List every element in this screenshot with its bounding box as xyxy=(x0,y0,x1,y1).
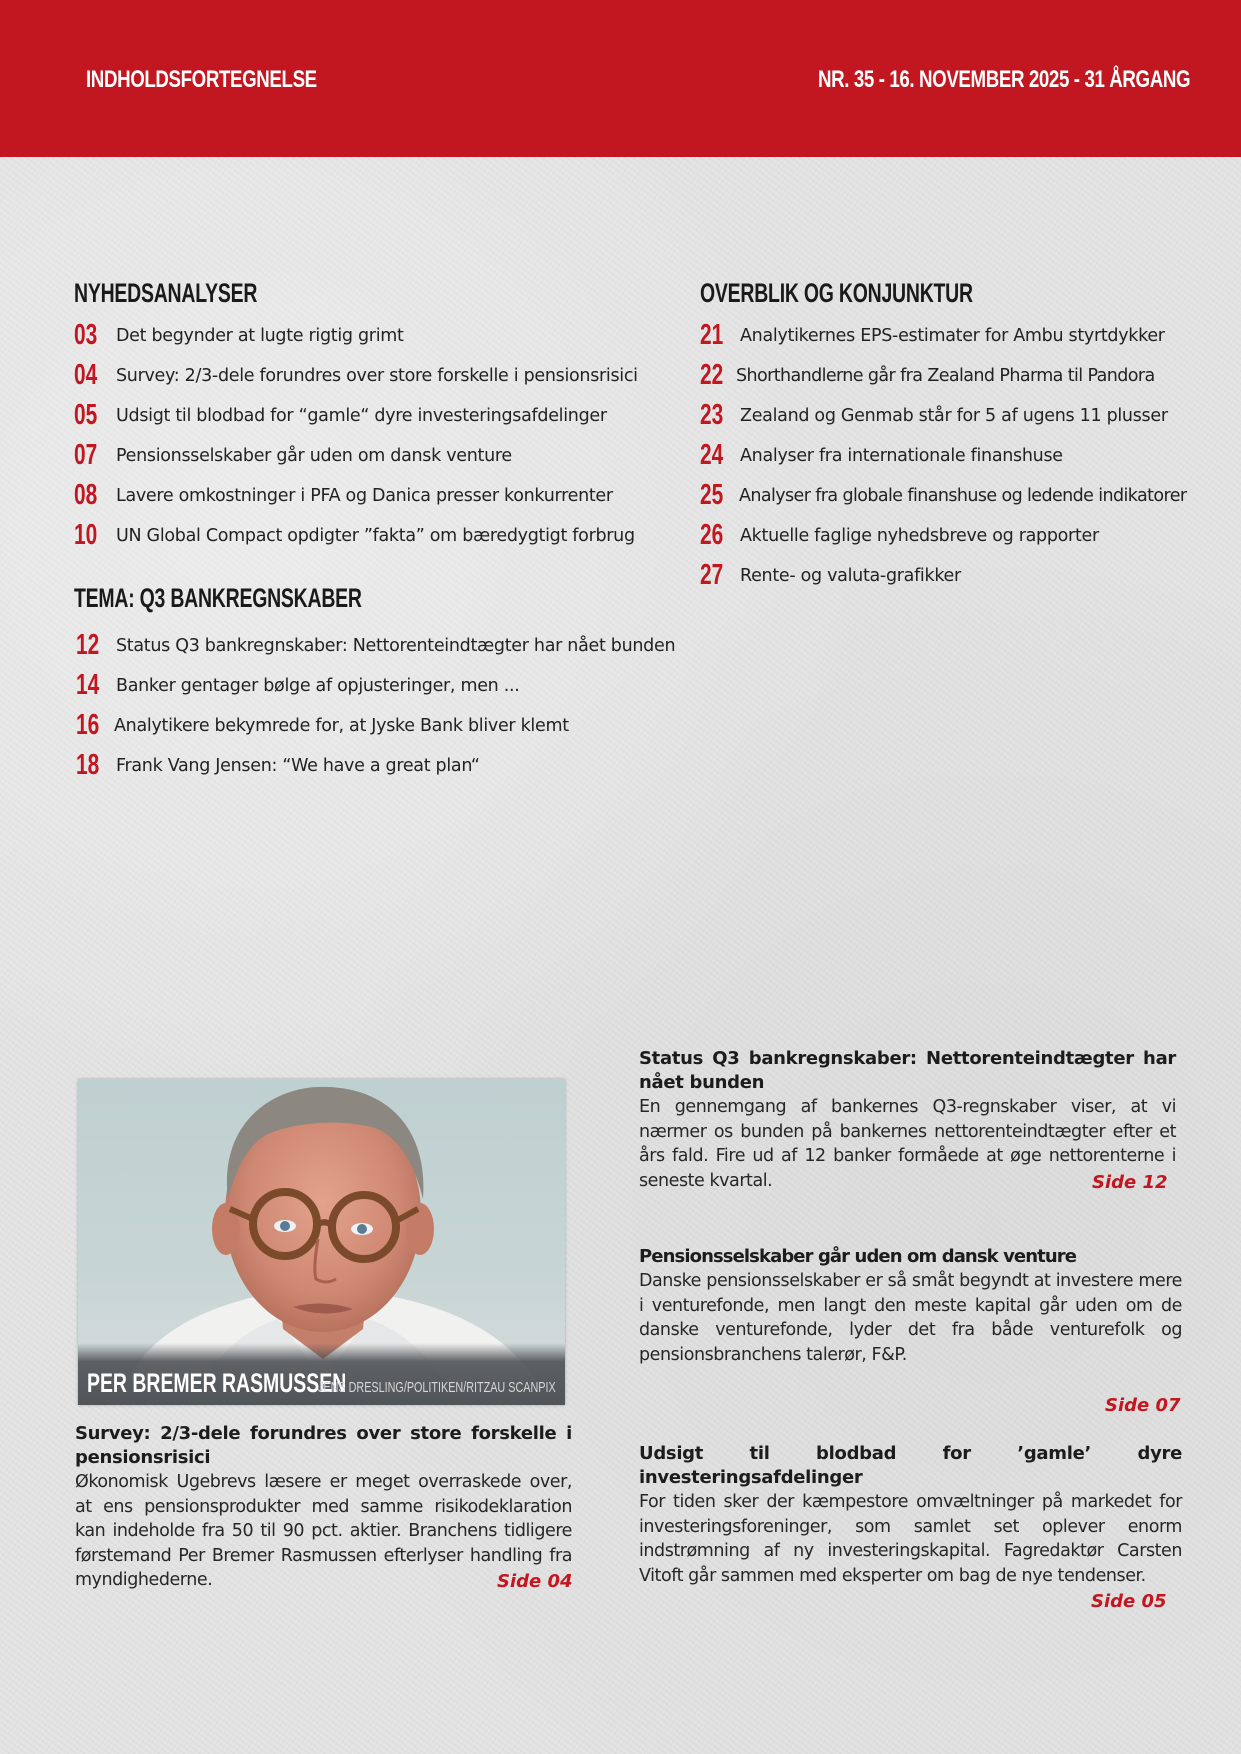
toc-page-number: 16 xyxy=(76,709,100,741)
toc-item-title: Analyser fra globale finanshuse og ledende indikatorer xyxy=(739,486,1187,506)
toc-item-title: Banker gentager bølge af opjusteringer, men ... xyxy=(116,676,520,696)
toc-page-number: 21 xyxy=(700,319,724,351)
toc-page-number: 08 xyxy=(74,479,98,511)
page-reference-link[interactable]: Side 04 xyxy=(497,1571,573,1592)
toc-item-title: Analyser fra internationale finanshuse xyxy=(740,446,1063,466)
toc-item-title: Aktuelle faglige nyhedsbreve og rapporter xyxy=(740,526,1099,546)
toc-item-title: Frank Vang Jensen: “We have a great plan“ xyxy=(116,756,480,776)
teaser-title: Survey: 2/3-dele forundres over store forskelle i pensionsrisici xyxy=(75,1423,572,1468)
issue-info: NR. 35 - 16. NOVEMBER 2025 - 31 ÅRGANG xyxy=(817,66,1190,93)
toc-page-number: 18 xyxy=(76,749,100,781)
header-bar xyxy=(0,0,1241,157)
teaser-article[interactable] xyxy=(75,1422,572,1593)
toc-list-overblik xyxy=(700,318,1220,598)
teaser-article[interactable] xyxy=(639,1245,1182,1367)
toc-item-title: Udsigt til blodbad for “gamle“ dyre investeringsafdelinger xyxy=(116,406,607,426)
toc-item-title: Zealand og Genmab står for 5 af ugens 11 plusser xyxy=(740,406,1168,426)
toc-item-title: Lavere omkostninger i PFA og Danica presser konkurrenter xyxy=(116,486,613,506)
toc-page-number: 25 xyxy=(700,479,724,511)
toc-item-title: Analytikere bekymrede for, at Jyske Bank bliver klemt xyxy=(114,716,569,736)
toc-item-title: UN Global Compact opdigter ”fakta” om bæredygtigt forbrug xyxy=(116,526,635,546)
toc-list-tema xyxy=(76,628,696,788)
toc-page-number: 14 xyxy=(76,669,100,701)
toc-item-title: Det begynder at lugte rigtig grimt xyxy=(116,326,404,346)
section-heading-tema: TEMA: Q3 BANKREGNSKABER xyxy=(74,583,362,613)
photo-caption-bar xyxy=(78,1343,565,1405)
portrait-photo xyxy=(78,1079,565,1405)
toc-page-number: 26 xyxy=(700,519,724,551)
teaser-body: Økonomisk Ugebrevs læsere er meget overraskede over, at ens pensionsprodukter med samme risikodeklaration kan indeholde fra 50 til 90 pct. aktier. Branchens tidligere førstemand Per Bremer Rasmussen efterlyser handling fra myndighederne. xyxy=(75,1472,572,1590)
page-reference-link[interactable]: Side 07 xyxy=(1105,1395,1181,1416)
teaser-body: Danske pensionsselskaber er så småt begyndt at investere mere i venturefonde, men langt den meste kapital går uden om de danske venturefonde, lyder det fra både venturefolk og pensionsbranchens talerør, F&P. xyxy=(639,1271,1182,1365)
toc-list-nyhedsanalyser xyxy=(74,318,694,558)
teaser-title: Status Q3 bankregnskaber: Nettorenteindtægter har nået bunden xyxy=(639,1048,1176,1093)
toc-page-number: 24 xyxy=(700,439,724,471)
teaser-body: For tiden sker der kæmpestore omvæltninger på markedet for investeringsforeninger, som samlet set oplever enorm indstrømning af ny investeringskapital. Fagredaktør Carsten Vitoft går sammen med eksperter om bag de nye tendenser. xyxy=(639,1492,1182,1586)
toc-page-number: 23 xyxy=(700,399,724,431)
toc-item-title: Shorthandlerne går fra Zealand Pharma til Pandora xyxy=(736,366,1155,386)
toc-item-title: Rente- og valuta-grafikker xyxy=(740,566,961,586)
teaser-title: Udsigt til blodbad for ’gamle’ dyre investeringsafdelinger xyxy=(639,1443,1182,1488)
page-title: INDHOLDSFORTEGNELSE xyxy=(86,66,317,93)
toc-page-number: 12 xyxy=(76,629,100,661)
section-heading-nyhedsanalyser: NYHEDSANALYSER xyxy=(74,278,258,308)
toc-item-title: Analytikernes EPS-estimater for Ambu styrtdykker xyxy=(740,326,1165,346)
toc-item-title: Status Q3 bankregnskaber: Nettorenteindtægter har nået bunden xyxy=(116,636,676,656)
toc-page-number: 03 xyxy=(74,319,98,351)
toc-page-number: 04 xyxy=(74,359,98,391)
teaser-title: Pensionsselskaber går uden om dansk venture xyxy=(639,1246,1077,1267)
toc-page-number: 10 xyxy=(74,519,98,551)
toc-item-title: Pensionsselskaber går uden om dansk venture xyxy=(116,446,512,466)
toc-page-number: 22 xyxy=(700,359,724,391)
page-reference-link[interactable]: Side 12 xyxy=(1092,1172,1168,1193)
teaser-article[interactable] xyxy=(639,1442,1182,1588)
photo-caption-name: PER BREMER RASMUSSEN xyxy=(87,1368,347,1398)
section-heading-overblik: OVERBLIK OG KONJUNKTUR xyxy=(700,278,973,308)
toc-page-number: 05 xyxy=(74,399,98,431)
toc-item-title: Survey: 2/3-dele forundres over store forskelle i pensionsrisici xyxy=(116,366,638,386)
toc-page-number: 07 xyxy=(74,439,98,471)
page-reference-link[interactable]: Side 05 xyxy=(1091,1591,1167,1612)
teaser-body: En gennemgang af bankernes Q3-regnskaber viser, at vi nærmer os bunden på bankernes nettorenteindtægter efter et års fald. Fire ud af 12 banker formåede at øge nettorenterne i seneste kvartal. xyxy=(639,1097,1176,1191)
photo-credit: JENS DRESLING/POLITIKEN/RITZAU SCANPIX xyxy=(318,1379,556,1396)
toc-page-number: 27 xyxy=(700,559,724,591)
